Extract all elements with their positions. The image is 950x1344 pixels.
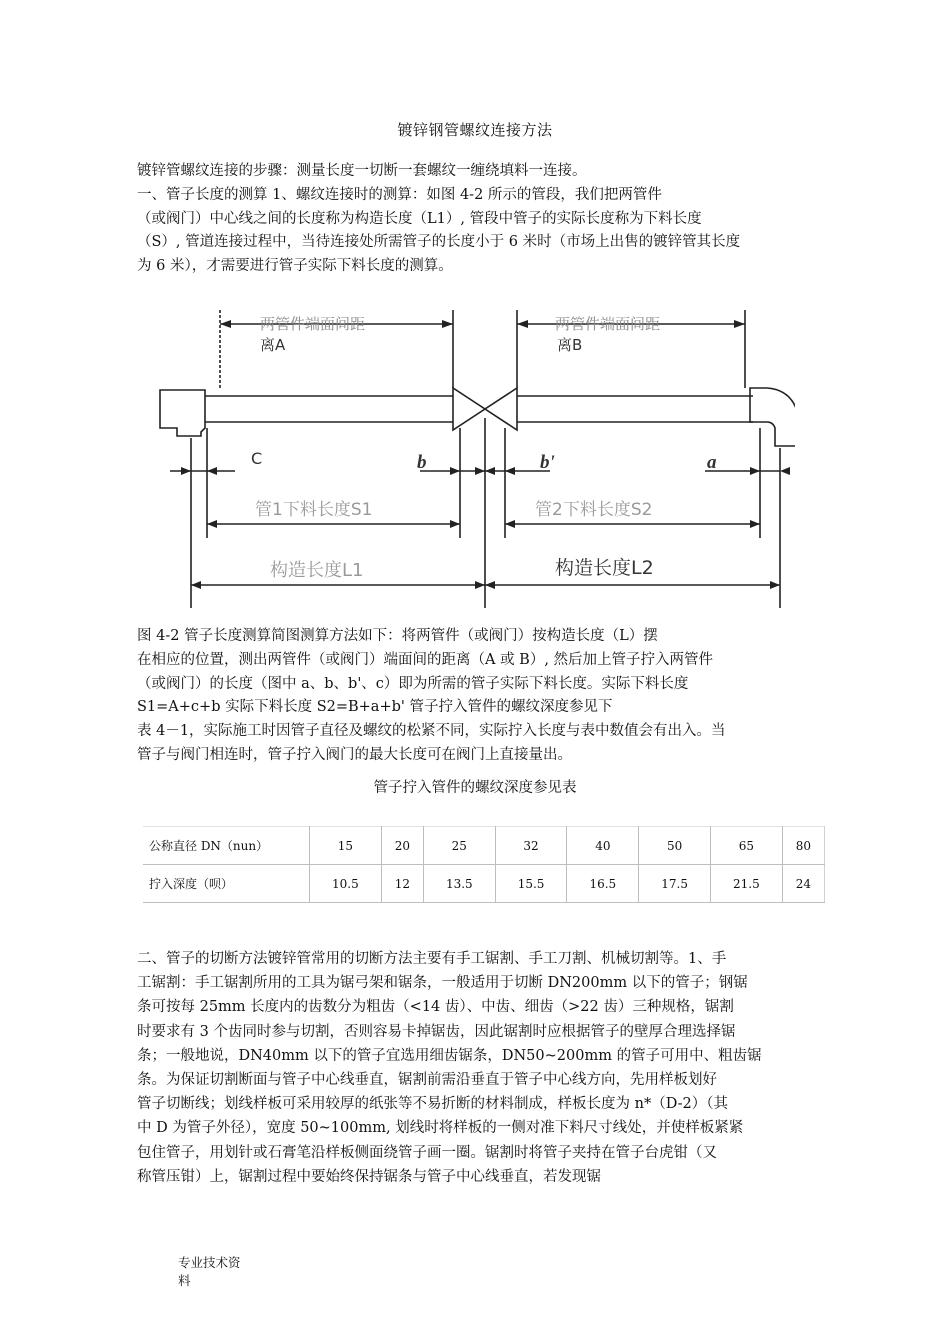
text-line: 时要求有 3 个齿同时参与切割，否则容易卡掉锯齿，因此锯割时应根据管子的壁厚合理选择锯 — [137, 1023, 736, 1040]
table-cell: 17.5 — [639, 865, 711, 903]
text-line: （或阀门）中心线之间的长度称为构造长度（L1）, 管段中管子的实际长度称为下料长度 — [137, 210, 702, 227]
page-footer — [178, 1254, 260, 1290]
table-row — [143, 827, 825, 865]
text-line: 称管压钳）上，锯割过程中要始终保持锯条与管子中心线垂直，若发现锯 — [137, 1168, 601, 1185]
text-line: 二、管子的切断方法镀锌管常用的切断方法主要有手工锯割、手工刀割、机械切割等。1、手 — [137, 951, 727, 967]
valve-left — [453, 388, 485, 430]
label-b-prime: b' — [540, 452, 555, 473]
label-a-bottom: 离A — [260, 336, 286, 354]
table-cell: 13.5 — [423, 865, 495, 903]
label-b: b — [417, 452, 427, 473]
label-s1: 管1下料长度S1 — [255, 500, 373, 520]
label-b-bottom: 离B — [557, 336, 583, 354]
label-c: C — [251, 449, 263, 468]
table-caption: 管子拧入管件的螺纹深度参见表 — [373, 780, 577, 796]
thread-depth-table — [143, 826, 825, 903]
row-header: 拧入深度（呗） — [143, 865, 310, 903]
text-line: 管子切断线；划线样板可采用较厚的纸张等不易折断的材料制成，样板长度为 n*（D-2）（其 — [137, 1096, 728, 1113]
text-line: 工锯割：手工锯割所用的工具为锯弓架和锯条，一般适用于切断 DN200mm 以下的管子；钢锯 — [137, 975, 748, 992]
label-l1: 构造长度L1 — [270, 560, 364, 581]
pipe-measurement-figure — [155, 298, 795, 618]
row-header: 公称直径 DN（nun） — [143, 827, 310, 865]
table-cell: 80 — [782, 827, 824, 865]
label-s2: 管2下料长度S2 — [535, 500, 653, 520]
table-cell: 10.5 — [310, 865, 382, 903]
label-l2: 构造长度L2 — [555, 557, 654, 579]
label-b-top: 两管件端面间距 — [555, 315, 661, 333]
left-elbow-fitting — [160, 390, 205, 436]
text-line: 条可按每 25mm 长度内的齿数分为粗齿（<14 齿）、中齿、细齿（>22 齿）三种规格，锯割 — [137, 999, 734, 1016]
table-cell: 16.5 — [567, 865, 639, 903]
label-a-top: 两管件端面间距 — [260, 315, 366, 333]
text-line: 镀锌管螺纹连接的步骤：测量长度一切断一套螺纹一缠绕填料一连接。 — [137, 163, 587, 179]
text-line: 中 D 为管子外径），宽度 50~100mm, 划线时将样板的一侧对准下料尺寸线处，并使样板紧紧 — [137, 1120, 744, 1137]
text-line: 表 4－1，实际施工时因管子直径及螺纹的松紧不同，实际拧入长度与表中数值会有出入。当 — [137, 723, 726, 740]
table-cell: 65 — [710, 827, 782, 865]
cutting-paragraph — [137, 947, 837, 1189]
table-cell: 32 — [495, 827, 567, 865]
table-cell: 50 — [639, 827, 711, 865]
text-line: 图 4-2 管子长度测算简图测算方法如下：将两管件（或阀门）按构造长度（L）摆 — [137, 628, 658, 644]
table-cell: 40 — [567, 827, 639, 865]
text-line: 条。为保证切割断面与管子中心线垂直，锯割前需沿垂直于管子中心线方向，先用样板划好 — [137, 1072, 717, 1089]
text-line: 在相应的位置，测出两管件（或阀门）端面间的距离（A 或 B）, 然后加上管子拧入两管件 — [137, 651, 714, 668]
text-line: 一、管子长度的测算 1、螺纹连接时的测算：如图 4-2 所示的管段，我们把两管件 — [137, 186, 662, 203]
table-cell: 12 — [381, 865, 423, 903]
table-cell: 20 — [381, 827, 423, 865]
text-line: 管子与阀门相连时，管子拧入阀门的最大长度可在阀门上直接量出。 — [137, 746, 572, 763]
table-cell: 21.5 — [710, 865, 782, 903]
text-line: 条；一般地说，DN40mm 以下的管子宜选用细齿锯条，DN50~200mm 的管子可用中、粗齿锯 — [137, 1047, 762, 1064]
text-line: 为 6 米），才需要进行管子实际下料长度的测算。 — [137, 258, 453, 275]
table-cell: 25 — [423, 827, 495, 865]
method-paragraph — [137, 625, 837, 768]
valve-right — [485, 388, 517, 430]
footer-line: 料 — [178, 1273, 191, 1288]
label-a: a — [707, 452, 717, 473]
text-line: 包住管子，用划针或石膏笔沿样板侧面绕管子画一圈。锯割时将管子夹持在管子台虎钳（又 — [137, 1144, 717, 1161]
intro-paragraph — [137, 160, 837, 279]
text-line: （或阀门）的长度（图中 a、b、b'、c）即为所需的管子实际下料长度。实际下料长度 — [137, 675, 689, 692]
text-line: S1=A+c+b 实际下料长度 S2=B+a+b' 管子拧入管件的螺纹深度参见下 — [137, 699, 613, 716]
table-cell: 24 — [782, 865, 824, 903]
table-cell: 15.5 — [495, 865, 567, 903]
text-line: （S）, 管道连接过程中，当待连接处所需管子的长度小于 6 米时（市场上出售的镀锌管其长度 — [137, 234, 741, 251]
table-row — [143, 865, 825, 903]
document-title: 镀锌钢管螺纹连接方法 — [397, 121, 553, 139]
table-cell: 15 — [310, 827, 382, 865]
right-elbow-fitting — [750, 388, 795, 446]
footer-line: 专业技术资 — [178, 1255, 241, 1270]
